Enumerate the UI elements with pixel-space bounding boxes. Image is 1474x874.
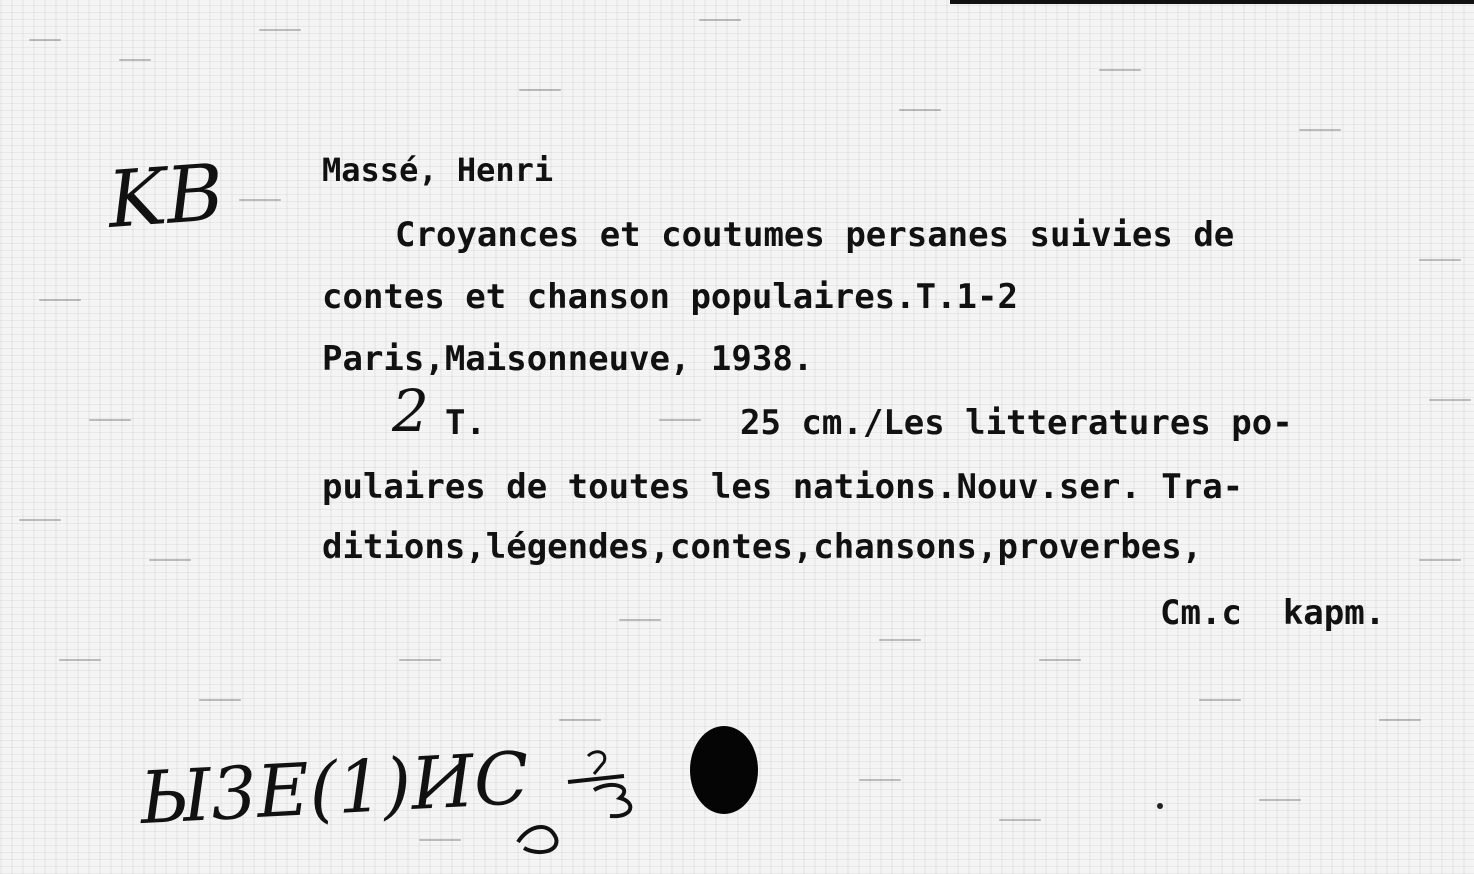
title-line-2: contes et chanson populaires.T.1-2 xyxy=(322,277,1018,317)
title-line-1: Croyances et coutumes persanes suivies de xyxy=(395,215,1235,255)
location-note: Cm.c kapm. xyxy=(1160,593,1386,633)
shelfmark-handwritten: KB xyxy=(105,148,227,246)
series-line-1: 25 cm./Les litteratures po- xyxy=(740,403,1293,443)
volumes-unit: T. xyxy=(445,403,486,443)
author-heading: Massé, Henri xyxy=(322,151,554,189)
series-line-2: pulaires de toutes les nations.Nouv.ser. Tra- xyxy=(322,467,1244,507)
series-line-3: ditions,légendes,contes,chansons,proverbes, xyxy=(322,527,1203,567)
classification-handwritten: Ы3Е(1)ИС xyxy=(138,735,532,841)
imprint-line: Paris,Maisonneuve, 1938. xyxy=(322,339,814,379)
volumes-handwritten: 2 xyxy=(392,377,429,445)
